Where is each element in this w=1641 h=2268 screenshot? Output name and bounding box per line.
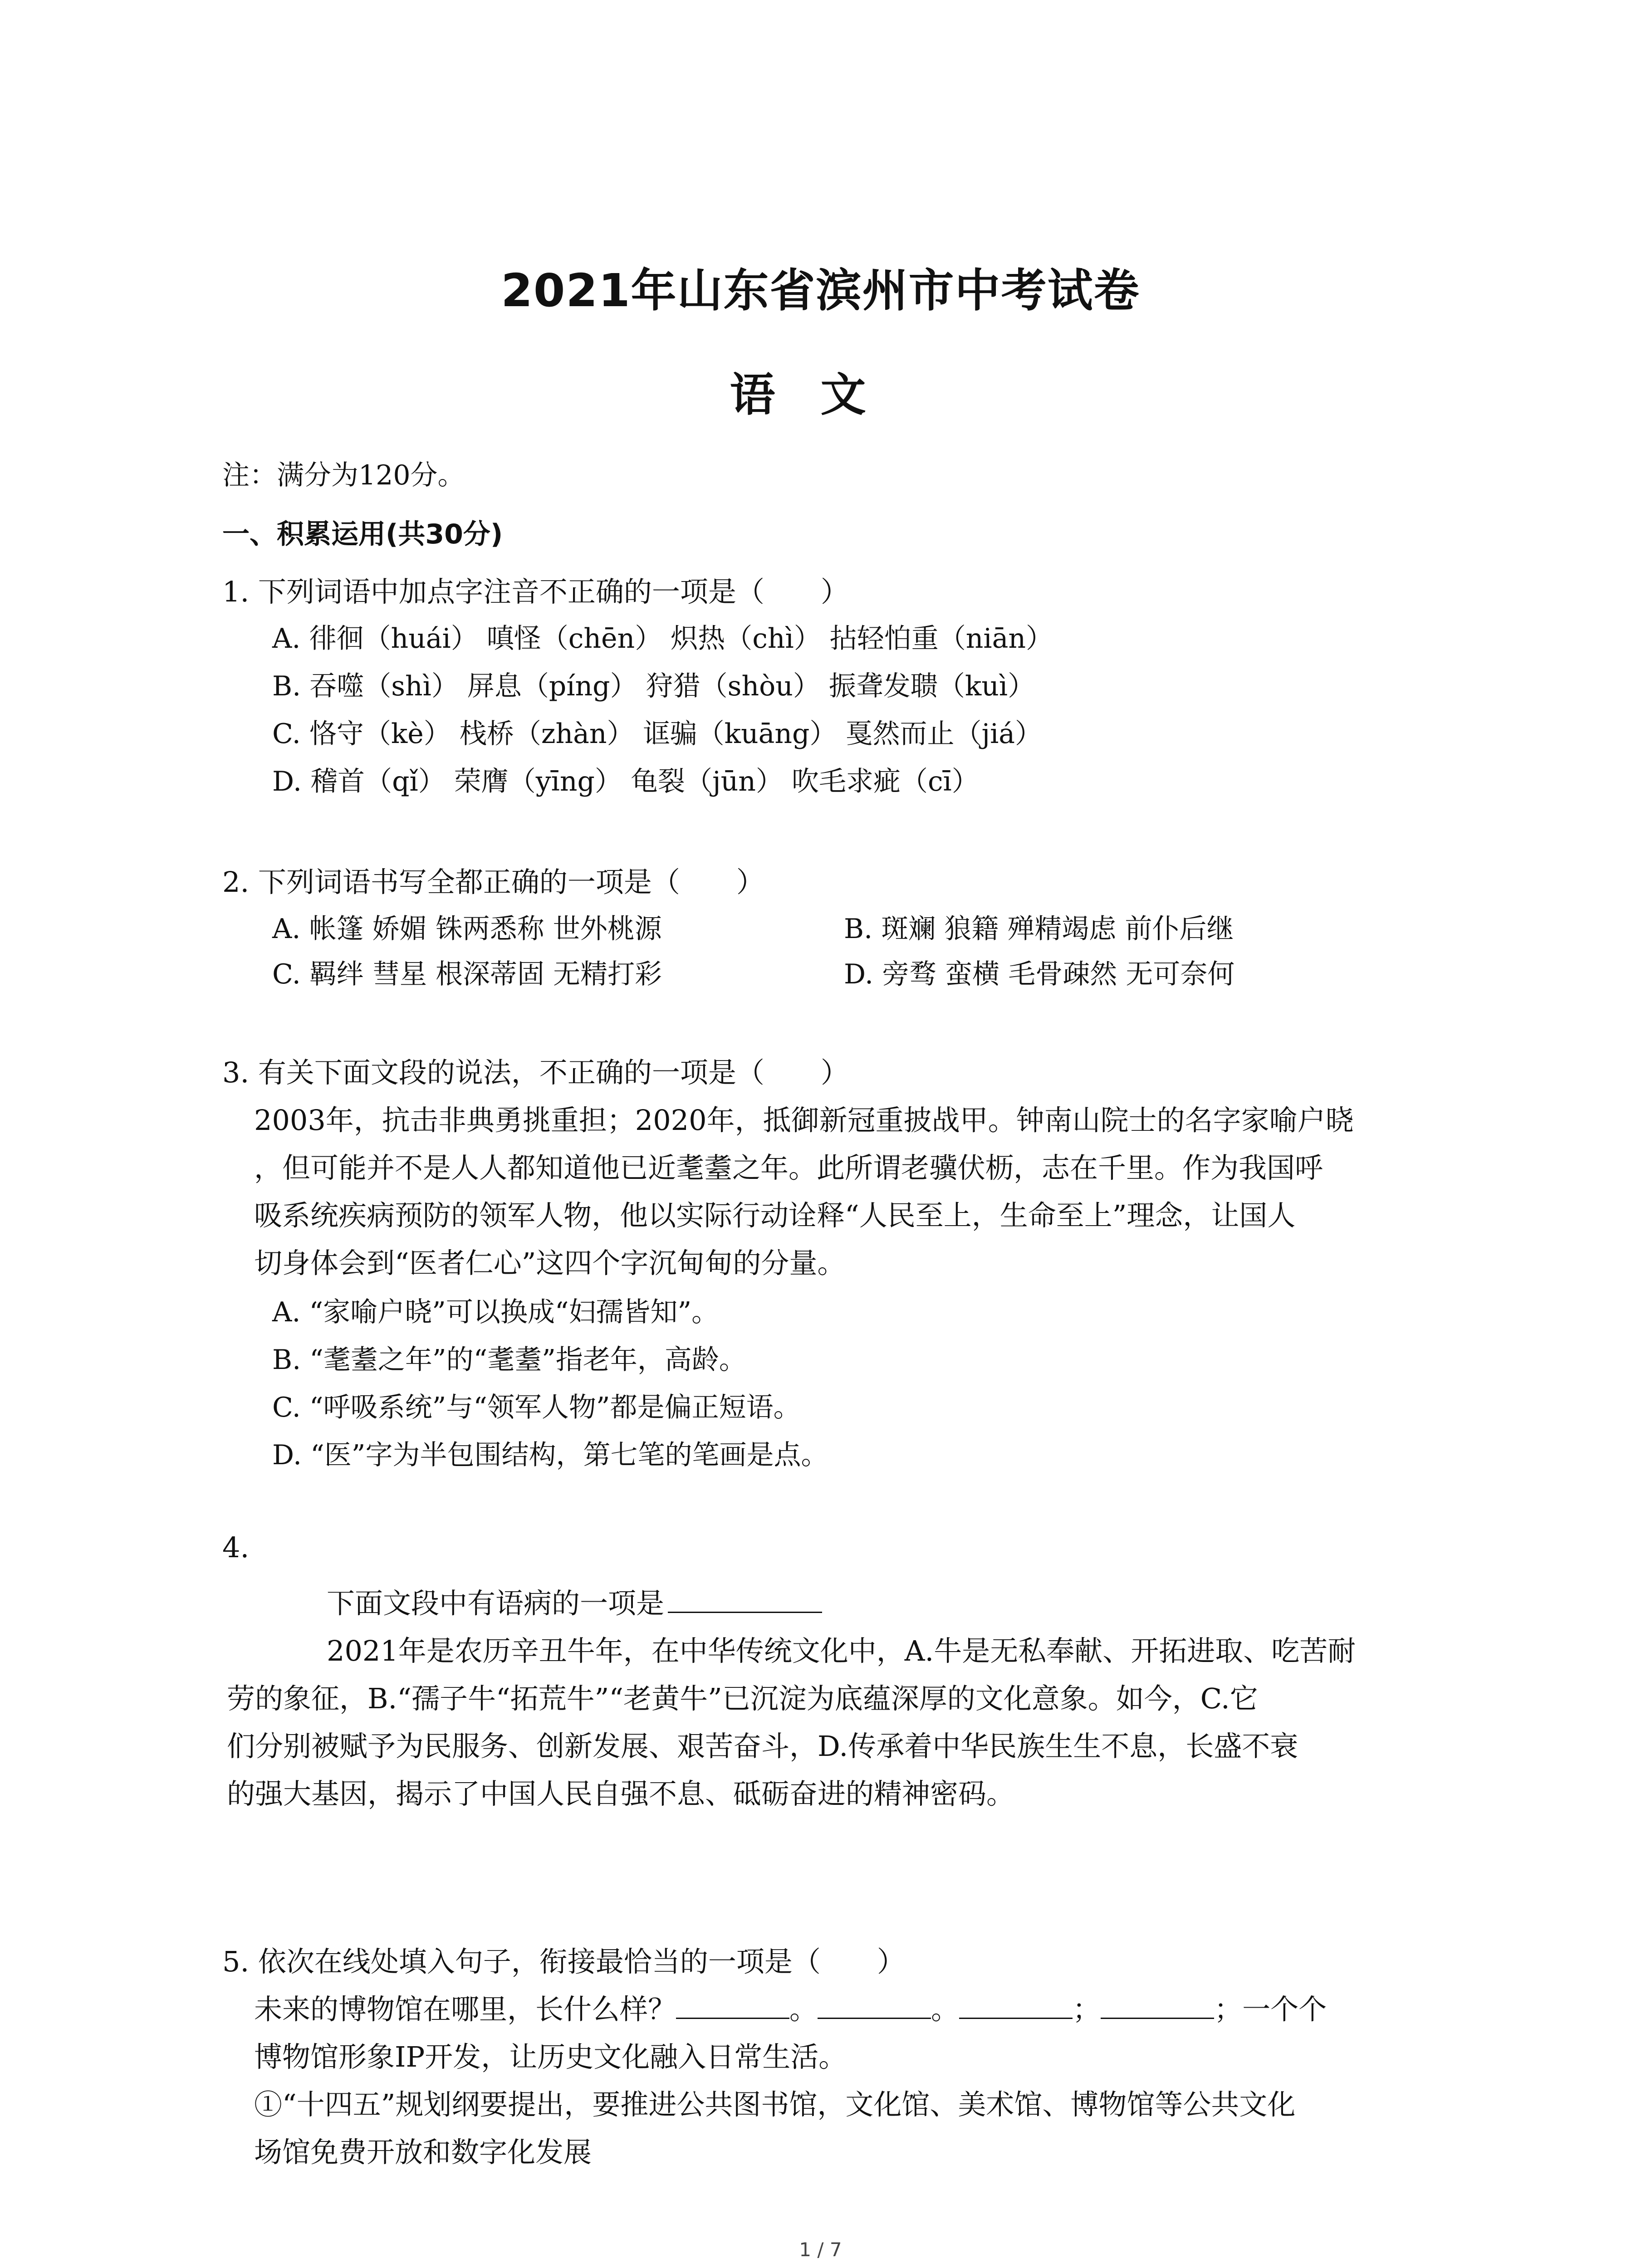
fill-blank-3[interactable] <box>959 1995 1073 2019</box>
question-5-line-start: 未来的博物馆在哪里，长什么样？ <box>254 1993 676 2026</box>
section-heading: 一、积累运用(共30分) <box>222 518 503 550</box>
question-5-item-1: ①“十四五”规划纲要提出，要推进公共图书馆，文化馆、美术馆、博物馆等公共文化 <box>254 2088 1296 2121</box>
question-2-option-d: D. 旁骛 蛮横 毛骨疎然 无可奈何 <box>844 958 1235 990</box>
question-2-option-b: B. 斑斓 狼籍 殚精竭虑 前仆后继 <box>844 913 1234 945</box>
question-3-passage-line: 吸系统疾病预防的领军人物，他以实际行动诠释“人民至上，生命至上”理念，让国人 <box>254 1199 1296 1232</box>
question-4-stem <box>327 1581 822 1621</box>
question-4-passage-line: 们分别被赋予为民服务、创新发展、艰苦奋斗，D.传承着中华民族生生不息，长盛不衰 <box>227 1730 1298 1763</box>
answer-blank[interactable] <box>668 1589 822 1613</box>
question-4-passage-line: 2021年是农历辛丑牛年，在中华传统文化中，A.牛是无私奉献、开拓进取、吃苦耐 <box>327 1634 1356 1667</box>
blank-separator: 。 <box>789 1993 818 2026</box>
question-1-option-a: A. 徘徊（huái） 嗔怪（chēn） 炽热（chì） 拈轻怕重（niān） <box>272 623 1053 655</box>
question-3-stem: 3. 有关下面文段的说法，不正确的一项是（ ） <box>222 1056 849 1089</box>
question-5-line <box>254 1987 1327 2027</box>
question-5-item-1-cont: 场馆免费开放和数字化发展 <box>254 2136 592 2169</box>
question-3-passage-line: 切身体会到“医者仁心”这四个字沉甸甸的分量。 <box>254 1246 846 1280</box>
page-number: 1 / 7 <box>799 2239 842 2261</box>
question-4-passage-line: 的强大基因，揭示了中国人民自强不息、砥砺奋进的精神密码。 <box>227 1777 1015 1810</box>
fill-blank-1[interactable] <box>676 1995 789 2019</box>
question-3-option-c: C. “呼吸系统”与“领军人物”都是偏正短语。 <box>272 1392 801 1423</box>
question-4-passage-line: 劳的象征，B.“孺子牛“拓荒牛”“老黄牛”已沉淀为底蕴深厚的文化意象。如今，C.它 <box>227 1682 1258 1715</box>
question-1-option-b: B. 吞噬（shì） 屏息（píng） 狩猎（shòu） 振聋发聩（kuì） <box>272 670 1035 702</box>
fill-blank-2[interactable] <box>818 1995 931 2019</box>
exam-title: 2021年山东省滨州市中考试卷 <box>501 264 1140 317</box>
question-4-number: 4. <box>222 1531 250 1564</box>
question-2-option-c: C. 羁绊 彗星 根深蒂固 无精打彩 <box>272 958 662 990</box>
question-2-stem: 2. 下列词语书写全都正确的一项是（ ） <box>222 865 764 899</box>
question-3-option-a: A. “家喻户晓”可以换成“妇孺皆知”。 <box>272 1296 719 1328</box>
question-3-option-d: D. “医”字为半包围结构，第七笔的笔画是点。 <box>272 1439 828 1471</box>
blank-separator: ； <box>1073 1993 1101 2026</box>
question-3-passage-line: ，但可能并不是人人都知道他已近耄耋之年。此所谓老骥伏枥，志在千里。作为我国呼 <box>254 1151 1323 1184</box>
question-5-stem: 5. 依次在线处填入句子，衔接最恰当的一项是（ ） <box>222 1945 905 1978</box>
question-1-option-c: C. 恪守（kè） 栈桥（zhàn） 诓骗（kuāng） 戛然而止（jiá） <box>272 718 1043 750</box>
question-1-stem: 1. 下列词语中加点字注音不正确的一项是（ ） <box>222 575 849 608</box>
question-5-line: 博物馆形象IP开发，让历史文化融入日常生活。 <box>254 2040 847 2073</box>
question-4-stem-text: 下面文段中有语病的一项是 <box>327 1587 665 1620</box>
score-note: 注：满分为120分。 <box>222 459 465 491</box>
subject-title: 语文 <box>730 368 911 421</box>
question-3-option-b: B. “耄耋之年”的“耄耋”指老年，高龄。 <box>272 1344 746 1376</box>
question-5-line-end: ；一个个 <box>1214 1993 1327 2026</box>
question-3-passage-line: 2003年，抗击非典勇挑重担；2020年，抵御新冠重披战甲。钟南山院士的名字家喻户晓 <box>254 1104 1354 1137</box>
blank-separator: 。 <box>931 1993 960 2026</box>
fill-blank-4[interactable] <box>1101 1995 1214 2019</box>
question-1-option-d: D. 稽首（qǐ） 荣膺（yīng） 龟裂（jūn） 吹毛求疵（cī） <box>272 766 979 797</box>
question-2-option-a: A. 帐篷 娇媚 铢两悉称 世外桃源 <box>272 913 662 945</box>
